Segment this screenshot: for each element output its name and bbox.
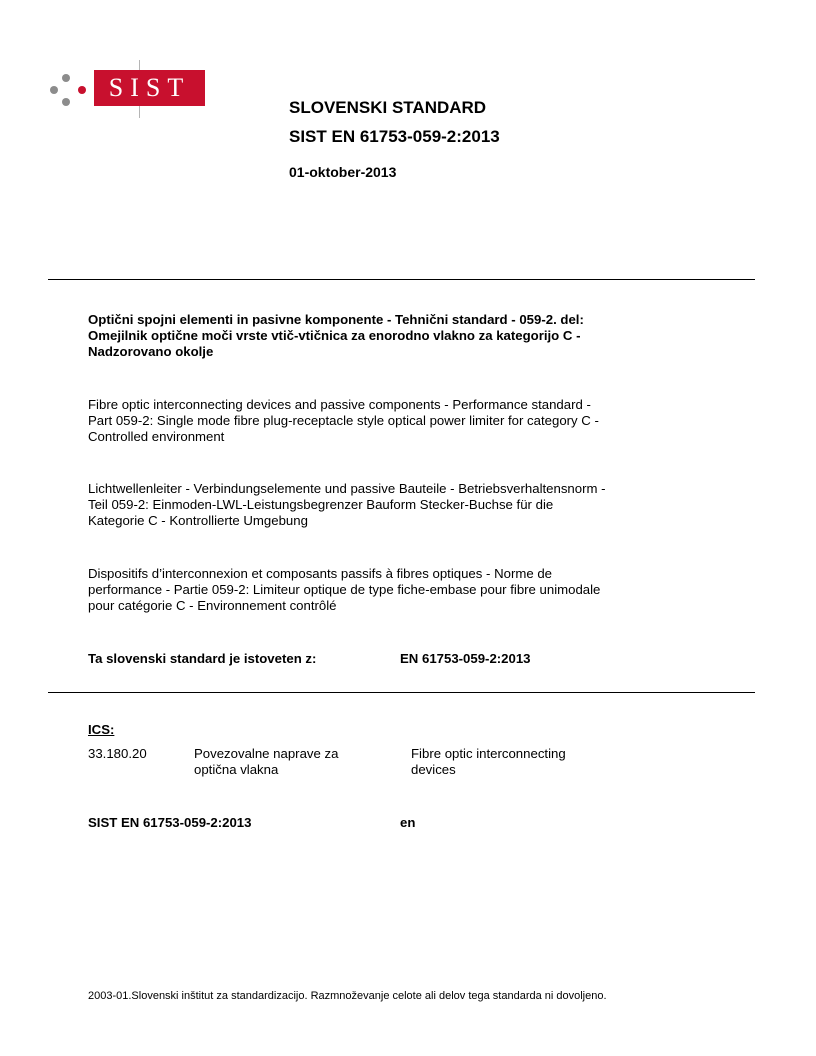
title-german xyxy=(88,481,738,529)
publication-date: 01-oktober-2013 xyxy=(289,164,397,180)
standard-type: SLOVENSKI STANDARD xyxy=(289,98,487,117)
title-fr-line: pour catégorie C - Environnement contrôlé xyxy=(88,598,337,613)
ics-sl-line: Povezovalne naprave za xyxy=(194,746,339,761)
ics-heading: ICS: xyxy=(88,722,115,737)
title-de-line: Lichtwellenleiter - Verbindungselemente und passive Bauteile - Betriebsverhaltensnorm - xyxy=(88,481,606,496)
title-french xyxy=(88,566,738,614)
logo-text: SIST xyxy=(94,70,205,106)
title-fr-line: Dispositifs d’interconnexion et composants passifs à fibres optiques - Norme de xyxy=(88,566,552,581)
title-slovenian xyxy=(88,312,738,360)
title-de-line: Teil 059-2: Einmoden-LWL-Leistungsbegrenzer Bauform Stecker-Buchse für die xyxy=(88,497,554,512)
title-sl-line: Optični spojni elementi in pasivne komponente - Tehnični standard - 059-2. del: xyxy=(88,312,584,327)
title-english xyxy=(88,397,738,445)
ics-en-line: Fibre optic interconnecting xyxy=(411,746,566,761)
ics-sl-line: optična vlakna xyxy=(194,762,279,777)
ics-en-line: devices xyxy=(411,762,456,777)
title-sl-line: Nadzorovano okolje xyxy=(88,344,214,359)
title-de-line: Kategorie C - Kontrollierte Umgebung xyxy=(88,513,308,528)
identical-label: Ta slovenski standard je istoveten z: xyxy=(88,651,317,666)
title-sl-line: Omejilnik optične moči vrste vtič-vtičnica za enorodno vlakno za kategorijo C - xyxy=(88,328,581,343)
identical-value: EN 61753-059-2:2013 xyxy=(400,651,531,666)
title-fr-line: performance - Partie 059-2: Limiteur optique de type fiche-embase pour fibre unimodale xyxy=(88,582,601,597)
copyright-notice: 2003-01.Slovenski inštitut za standardizacijo. Razmnoževanje celote ali delov tega standarda ni dovoljeno. xyxy=(88,990,607,1002)
ics-code: 33.180.20 xyxy=(88,746,147,761)
divider-bottom xyxy=(48,692,755,693)
ics-description-sl xyxy=(194,746,338,778)
footer-language: en xyxy=(400,815,416,830)
ics-description-en xyxy=(411,746,566,778)
title-en-line: Controlled environment xyxy=(88,429,225,444)
standard-id: SIST EN 61753-059-2:2013 xyxy=(289,127,500,146)
divider-top xyxy=(48,279,755,280)
footer-standard-id: SIST EN 61753-059-2:2013 xyxy=(88,815,252,830)
title-en-line: Part 059-2: Single mode fibre plug-receptacle style optical power limiter for category C - xyxy=(88,413,599,428)
title-en-line: Fibre optic interconnecting devices and passive components - Performance standard - xyxy=(88,397,591,412)
